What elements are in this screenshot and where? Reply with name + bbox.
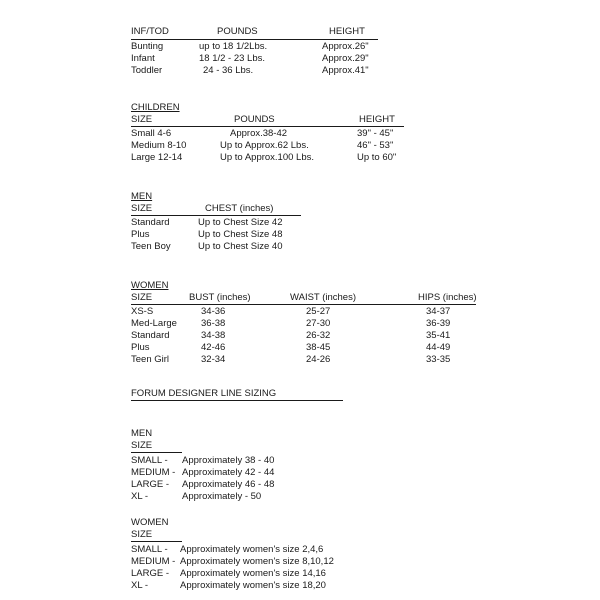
table-cell: Up to Chest Size 48	[198, 229, 283, 240]
table-cell: 36-39	[426, 318, 451, 329]
forum-men-title: MEN	[131, 428, 153, 439]
table-cell: 18 1/2 - 23 Lbs.	[199, 53, 266, 64]
table-cell: Standard	[131, 330, 170, 341]
table-cell: SMALL -	[131, 544, 168, 555]
table-cell: 39" - 45"	[357, 128, 394, 139]
table-cell: 34-37	[426, 306, 451, 317]
table-cell: Approximately 38 - 40	[182, 455, 275, 466]
table-cell: 46" - 53"	[357, 140, 394, 151]
table-cell: Approximately women's size 14,16	[180, 568, 326, 579]
table-cell: Plus	[131, 342, 150, 353]
table-cell: Approximately women's size 2,4,6	[180, 544, 324, 555]
forum-title-rule	[131, 400, 343, 401]
inf-tod-header-height: HEIGHT	[329, 26, 365, 37]
women-header-waist: WAIST (inches)	[290, 292, 356, 303]
table-cell: XL -	[131, 491, 149, 502]
women-header-size: SIZE	[131, 292, 153, 303]
table-cell: Approximately 42 - 44	[182, 467, 275, 478]
table-cell: 25-27	[306, 306, 331, 317]
table-cell: Approximately women's size 8,10,12	[180, 556, 334, 567]
children-section-title: CHILDREN	[131, 102, 180, 113]
table-cell: Small 4-6	[131, 128, 172, 139]
table-cell: Toddler	[131, 65, 163, 76]
forum-women-size-rule	[131, 541, 182, 542]
inf-tod-header-rule	[131, 39, 378, 40]
table-cell: 35-41	[426, 330, 451, 341]
table-cell: Up to Approx.100 Lbs.	[220, 152, 315, 163]
table-cell: 38-45	[306, 342, 331, 353]
table-cell: Approx.41"	[322, 65, 369, 76]
table-cell: Approx.38-42	[230, 128, 288, 139]
table-cell: Approx.26"	[322, 41, 369, 52]
women-header-bust: BUST (inches)	[189, 292, 251, 303]
inf-tod-header-label: INF/TOD	[131, 26, 169, 37]
table-cell: Infant	[131, 53, 155, 64]
table-cell: 27-30	[306, 318, 331, 329]
table-cell: Approximately 46 - 48	[182, 479, 275, 490]
table-cell: 34-38	[201, 330, 226, 341]
table-cell: MEDIUM -	[131, 467, 176, 478]
forum-women-title: WOMEN	[131, 517, 169, 528]
table-cell: Up to Chest Size 40	[198, 241, 283, 252]
table-cell: Up to Chest Size 42	[198, 217, 283, 228]
men-section-title: MEN	[131, 191, 153, 202]
table-cell: 36-38	[201, 318, 226, 329]
table-cell: Bunting	[131, 41, 164, 52]
table-cell: SMALL -	[131, 455, 168, 466]
table-cell: 34-36	[201, 306, 226, 317]
table-cell: 44-49	[426, 342, 451, 353]
table-cell: Up to Approx.62 Lbs.	[220, 140, 309, 151]
table-cell: XS-S	[131, 306, 154, 317]
inf-tod-header-pounds: POUNDS	[217, 26, 258, 37]
table-cell: 32-34	[201, 354, 226, 365]
women-header-rule	[131, 304, 476, 305]
table-cell: XL -	[131, 580, 149, 591]
forum-men-size-rule	[131, 452, 182, 453]
men-header-rule	[131, 215, 301, 216]
children-header-rule	[131, 126, 404, 127]
children-header-pounds: POUNDS	[234, 114, 275, 125]
table-cell: Up to 60"	[357, 152, 397, 163]
forum-section-title: FORUM DESIGNER LINE SIZING	[131, 388, 277, 399]
women-header-hips: HIPS (inches)	[418, 292, 477, 303]
table-cell: Medium 8-10	[131, 140, 187, 151]
table-cell: up to 18 1/2Lbs.	[199, 41, 268, 52]
table-cell: 26-32	[306, 330, 331, 341]
table-cell: Large 12-14	[131, 152, 183, 163]
table-cell: LARGE -	[131, 479, 170, 490]
forum-men-size-label: SIZE	[131, 440, 153, 451]
table-cell: MEDIUM -	[131, 556, 176, 567]
children-header-height: HEIGHT	[359, 114, 395, 125]
table-cell: Teen Girl	[131, 354, 170, 365]
table-cell: Standard	[131, 217, 170, 228]
table-cell: 24-26	[306, 354, 331, 365]
table-cell: Med-Large	[131, 318, 177, 329]
children-header-size: SIZE	[131, 114, 153, 125]
table-cell: 24 - 36 Lbs.	[203, 65, 254, 76]
table-cell: 42-46	[201, 342, 226, 353]
forum-women-size-label: SIZE	[131, 529, 153, 540]
women-section-title: WOMEN	[131, 280, 169, 291]
table-cell: LARGE -	[131, 568, 170, 579]
table-cell: Approx.29"	[322, 53, 369, 64]
men-header-size: SIZE	[131, 203, 153, 214]
table-cell: Teen Boy	[131, 241, 171, 252]
table-cell: Approximately women's size 18,20	[180, 580, 326, 591]
table-cell: Plus	[131, 229, 150, 240]
table-cell: 33-35	[426, 354, 451, 365]
men-header-chest: CHEST (inches)	[205, 203, 274, 214]
table-cell: Approximately - 50	[182, 491, 262, 502]
